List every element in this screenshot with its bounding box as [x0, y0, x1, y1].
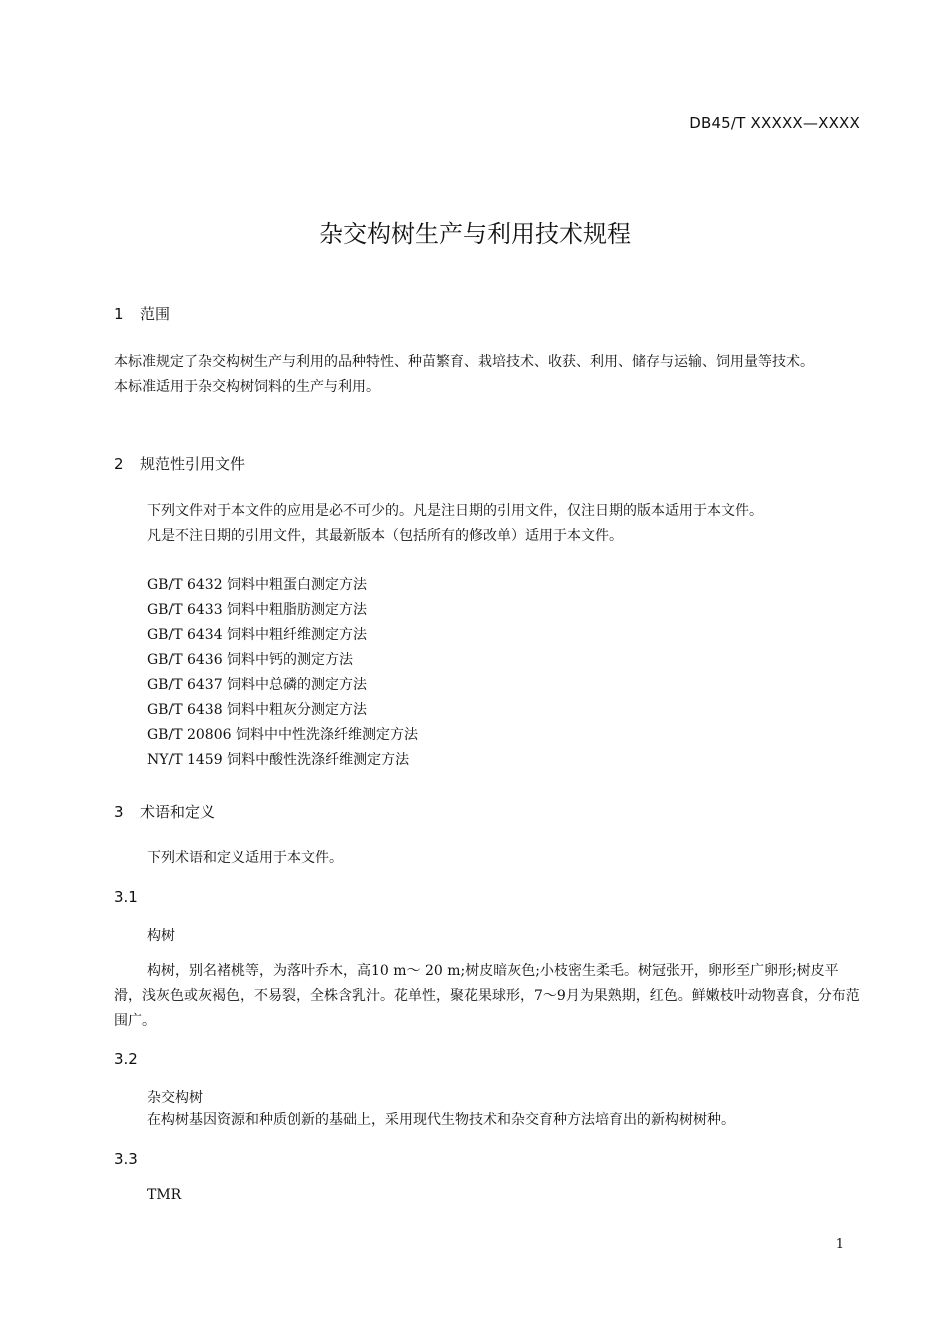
paragraph: 在构树基因资源和种质创新的基础上，采用现代生物技术和杂交育种方法培育出的新构树树种。 — [147, 1112, 735, 1128]
paragraph: 下列文件对于本文件的应用是必不可少的。凡是注日期的引用文件，仅注日期的版本适用于本文件。 — [147, 503, 763, 519]
term-3-2-number: 3.2 — [114, 1050, 138, 1068]
section-2-heading — [114, 453, 245, 474]
reference-item: NY/T 1459 饲料中酸性洗涤纤维测定方法 — [147, 752, 410, 768]
paragraph: 构树，别名褚桃等，为落叶乔木，高10 m～ 20 m;树皮暗灰色;小枝密生柔毛。树冠张开，卵形至广卵形;树皮平滑，浅灰色或灰褐色，不易裂，全株含乳汁。花单性，聚花果球形，7～9月为果熟期，红色。鲜嫩枝叶动物喜食，分布范围广。 — [114, 963, 860, 1029]
term-3-2-name: 杂交构树 — [147, 1090, 203, 1106]
paragraph: 下列术语和定义适用于本文件。 — [147, 850, 343, 866]
reference-item: GB/T 6438 饲料中粗灰分测定方法 — [147, 702, 368, 718]
standard-code: DB45/T XXXXX—XXXX — [689, 114, 860, 132]
section-1-heading — [114, 303, 170, 324]
section-title: 规范性引用文件 — [140, 455, 246, 473]
section-1-body — [114, 350, 860, 400]
reference-item: GB/T 6437 饲料中总磷的测定方法 — [147, 677, 368, 693]
page-number: 1 — [835, 1237, 844, 1252]
term-3-3-name: TMR — [147, 1187, 182, 1203]
term-3-1-definition — [114, 959, 860, 1033]
section-number: 3 — [114, 803, 124, 821]
paragraph: 凡是不注日期的引用文件，其最新版本（包括所有的修改单）适用于本文件。 — [147, 527, 623, 544]
section-number: 1 — [114, 305, 124, 323]
section-3-heading — [114, 801, 215, 822]
reference-item: GB/T 20806 饲料中中性洗涤纤维测定方法 — [147, 727, 418, 743]
section-2-body — [114, 499, 860, 549]
reference-item: GB/T 6434 饲料中粗纤维测定方法 — [147, 627, 368, 643]
reference-item: GB/T 6433 饲料中粗脂肪测定方法 — [147, 602, 368, 618]
paragraph: 本标准适用于杂交构树饲料的生产与利用。 — [114, 378, 380, 395]
term-3-2-definition — [114, 1108, 860, 1133]
paragraph: 本标准规定了杂交构树生产与利用的品种特性、种苗繁育、栽培技术、收获、利用、储存与运输、饲用量等技术。 — [114, 354, 814, 370]
term-3-1-name: 构树 — [147, 928, 175, 944]
section-3-intro — [114, 846, 860, 871]
document-title: 杂交构树生产与利用技术规程 — [319, 220, 631, 248]
section-title: 术语和定义 — [140, 803, 216, 821]
reference-item: GB/T 6432 饲料中粗蛋白测定方法 — [147, 577, 368, 593]
term-3-1-number: 3.1 — [114, 888, 138, 906]
reference-item: GB/T 6436 饲料中钙的测定方法 — [147, 652, 354, 668]
section-number: 2 — [114, 455, 124, 473]
section-title: 范围 — [140, 305, 171, 323]
term-3-3-number: 3.3 — [114, 1150, 138, 1168]
reference-list — [147, 573, 418, 773]
